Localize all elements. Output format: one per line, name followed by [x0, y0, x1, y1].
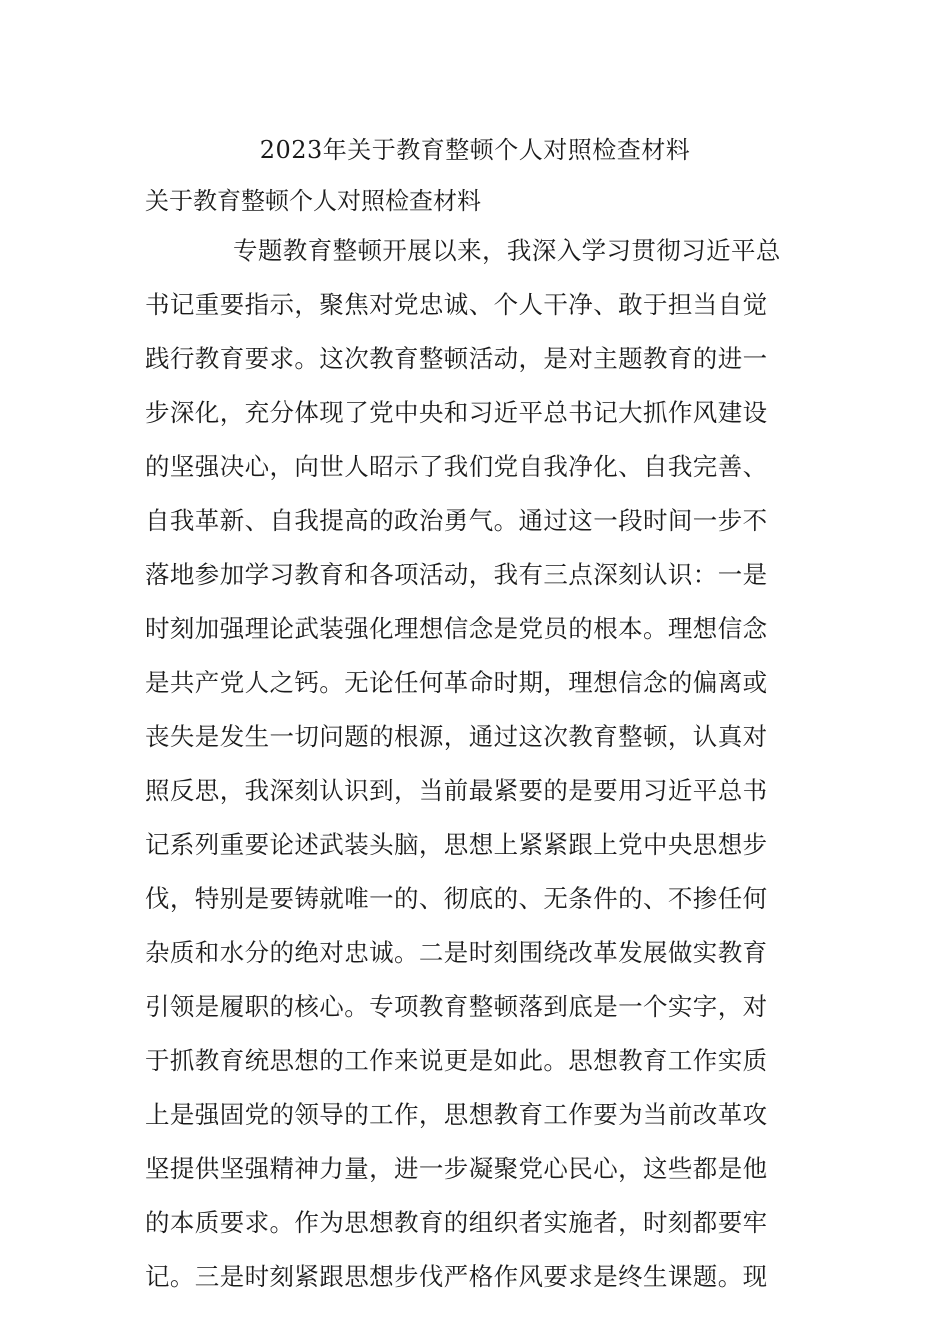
body-line: 是共产党人之钙。无论任何革命时期，理想信念的偏离或	[145, 668, 768, 697]
body-line: 记系列重要论述武装头脑，思想上紧紧跟上党中央思想步	[145, 830, 768, 859]
body-line: 引领是履职的核心。专项教育整顿落到底是一个实字，对	[145, 992, 768, 1021]
body-line: 坚提供坚强精神力量，进一步凝聚党心民心，这些都是他	[145, 1154, 768, 1183]
body-line: 记。三是时刻紧跟思想步伐严格作风要求是终生课题。现	[145, 1262, 768, 1291]
body-line: 时刻加强理论武装强化理想信念是党员的根本。理想信念	[145, 614, 768, 643]
body-line: 的本质要求。作为思想教育的组织者实施者，时刻都要牢	[145, 1208, 768, 1237]
body-line: 书记重要指示，聚焦对党忠诚、个人干净、敢于担当自觉	[145, 290, 768, 319]
document-body	[145, 231, 807, 1311]
body-line: 于抓教育统思想的工作来说更是如此。思想教育工作实质	[145, 1046, 768, 1075]
document-subtitle: 关于教育整顿个人对照检查材料	[145, 187, 481, 215]
body-line: 践行教育要求。这次教育整顿活动，是对主题教育的进一	[145, 344, 768, 373]
body-line: 自我革新、自我提高的政治勇气。通过这一段时间一步不	[145, 506, 768, 535]
body-line: 专题教育整顿开展以来，我深入学习贯彻习近平总	[233, 236, 781, 265]
body-line: 杂质和水分的绝对忠诚。二是时刻围绕改革发展做实教育	[145, 938, 768, 967]
body-line: 落地参加学习教育和各项活动，我有三点深刻认识：一是	[145, 560, 768, 589]
body-line: 上是强固党的领导的工作，思想教育工作要为当前改革攻	[145, 1100, 768, 1129]
document-title: 2023年关于教育整顿个人对照检查材料	[259, 136, 691, 164]
body-line: 丧失是发生一切问题的根源，通过这次教育整顿，认真对	[145, 722, 768, 751]
body-line: 的坚强决心，向世人昭示了我们党自我净化、自我完善、	[145, 452, 768, 481]
body-line: 照反思，我深刻认识到，当前最紧要的是要用习近平总书	[145, 776, 768, 805]
body-line: 步深化，充分体现了党中央和习近平总书记大抓作风建设	[145, 398, 768, 427]
body-line: 伐，特别是要铸就唯一的、彻底的、无条件的、不掺任何	[145, 884, 768, 913]
